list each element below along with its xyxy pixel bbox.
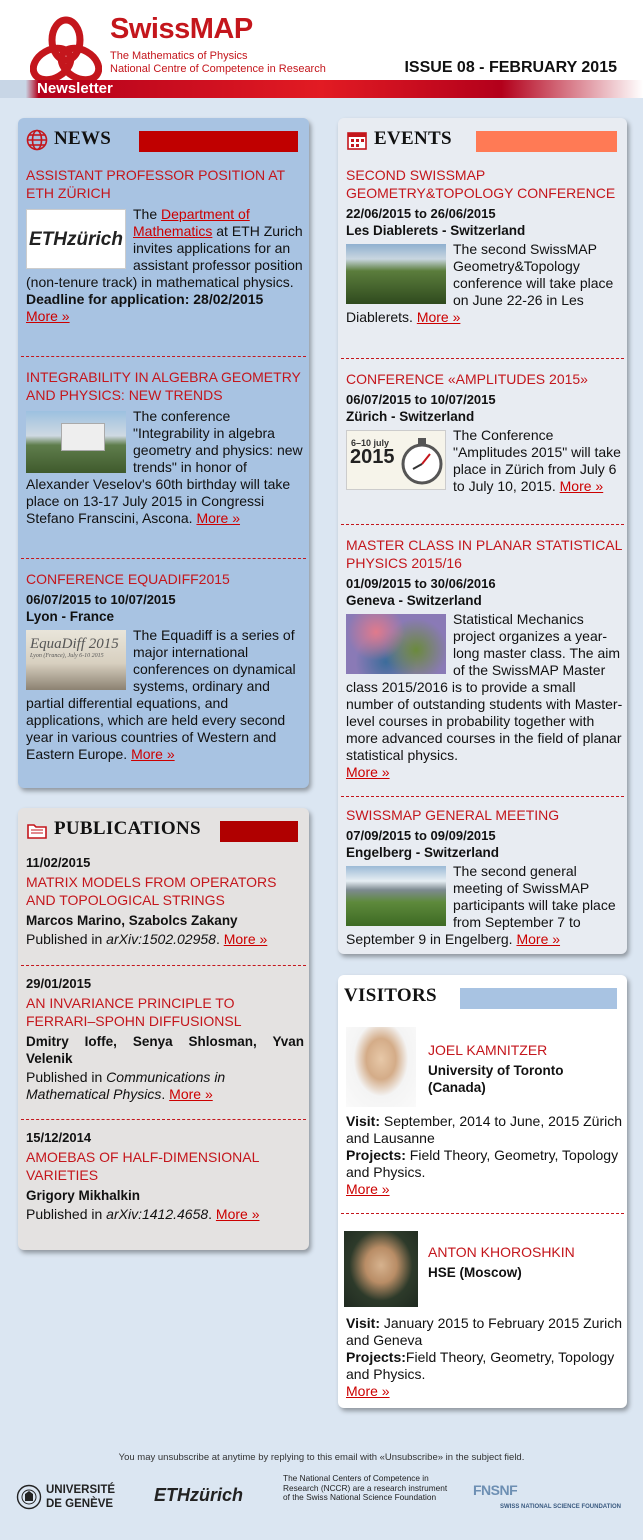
event-item xyxy=(346,806,624,948)
snf-logo: FNSNF xyxy=(473,1482,518,1498)
news-text: at ETH Zurich invites applications for an assistant professor position (non-tenure track) in mathematical physics. xyxy=(26,223,303,290)
publication-date: 11/02/2015 xyxy=(26,855,91,870)
brand-subtitle-line2: National Centre of Competence in Research xyxy=(110,63,326,75)
eth-footer-logo: ETHzürich xyxy=(154,1485,244,1505)
events-title-bar xyxy=(476,131,617,152)
newsletter-label: Newsletter xyxy=(37,80,113,97)
event-item-title[interactable]: SECOND SWISSMAP GEOMETRY&TOPOLOGY CONFERENCE xyxy=(346,167,616,201)
separator: . xyxy=(215,931,224,947)
projects-label: Projects: xyxy=(346,1147,406,1163)
visitor-header xyxy=(428,1041,618,1096)
equadiff-thumbnail xyxy=(26,630,126,690)
more-link[interactable]: More » xyxy=(416,309,461,325)
thumb-subtitle: Lyon (France), July 6-10 2015 xyxy=(30,653,104,659)
more-link[interactable]: More » xyxy=(196,510,241,526)
anton-khoroshkin-photo xyxy=(344,1231,418,1307)
event-item-date: 01/09/2015 to 30/06/2016 xyxy=(346,576,496,591)
stopwatch-icon xyxy=(399,436,445,486)
thumb-dates: 6–10 july xyxy=(351,438,390,448)
thumb-year: 2015 xyxy=(350,446,395,468)
publication-item xyxy=(26,1129,304,1223)
news-item-title[interactable]: INTEGRABILITY IN ALGEBRA GEOMETRY AND PHYSICS: NEW TRENDS xyxy=(26,369,301,403)
les-diablerets-photo xyxy=(346,244,446,304)
amplitudes-thumbnail xyxy=(346,430,446,490)
publication-item xyxy=(26,854,304,948)
news-text: The conference "Integrability in algebra geometry and physics: new trends" in honor of Alexander Veselov's 60th birthday will take place on 13-17 July 2015 in Congressi Stefano Franscini, Ascona. xyxy=(26,408,303,526)
visit-label: Visit: xyxy=(346,1113,380,1129)
publication-title[interactable]: MATRIX MODELS FROM OPERATORS AND TOPOLOGICAL STRINGS xyxy=(26,874,277,908)
divider xyxy=(21,1119,306,1120)
published-in-label: Published in xyxy=(26,1206,107,1222)
visitor-name[interactable]: ANTON KHOROSHKIN xyxy=(428,1244,575,1260)
news-title: NEWS xyxy=(54,128,112,149)
projects-text: Field Theory, Geometry, Topology and Physics. xyxy=(346,1147,619,1180)
more-link[interactable]: More » xyxy=(131,746,175,762)
more-link[interactable]: More » xyxy=(26,308,70,324)
events-title: EVENTS xyxy=(374,128,452,149)
published-in-label: Published in xyxy=(26,1069,107,1085)
more-link[interactable]: More » xyxy=(223,931,268,947)
event-item-date: 22/06/2015 to 26/06/2015 xyxy=(346,206,496,221)
visitor-header xyxy=(428,1243,618,1281)
publication-authors: Dmitry Ioffe, Senya Shlosman, Yvan Velenik xyxy=(26,1034,304,1066)
more-link[interactable]: More » xyxy=(346,1181,390,1197)
divider xyxy=(21,558,306,559)
event-item-date: 07/09/2015 to 09/09/2015 xyxy=(346,828,496,843)
publication-date: 29/01/2015 xyxy=(26,976,92,991)
event-item-place: Les Diablerets - Switzerland xyxy=(346,223,526,238)
news-item-place: Lyon - France xyxy=(26,609,115,624)
thumb-title: EquaDiff 2015 xyxy=(30,636,119,652)
divider xyxy=(341,796,624,797)
folder-icon xyxy=(26,819,48,841)
visit-text: September, 2014 to June, 2015 Zürich and Lausanne xyxy=(346,1113,623,1146)
event-item-place: Geneva - Switzerland xyxy=(346,593,482,608)
issue-label: ISSUE 08 - FEBRUARY 2015 xyxy=(404,59,617,76)
unsubscribe-note: You may unsubscribe at anytime by replying to this email with «Unsubscribe» in the subject field. xyxy=(118,1452,525,1463)
snf-caption: SWISS NATIONAL SCIENCE FOUNDATION xyxy=(500,1504,622,1510)
statistical-physics-image xyxy=(346,614,446,674)
journal-name: Communications in Mathematical Physics xyxy=(26,1069,226,1102)
more-link[interactable]: More » xyxy=(346,1383,390,1399)
department-link[interactable]: Department of Mathematics xyxy=(133,206,250,239)
news-text: The xyxy=(133,206,162,222)
news-item xyxy=(26,368,304,527)
journal-name: arXiv:1502.02958 xyxy=(106,931,216,947)
news-text: The Equadiff is a series of major international conferences on dynamical systems, ordinary and partial differential equations, and applications, which are held every second year in various countries of Western and Eastern Europe. xyxy=(26,627,296,762)
more-link[interactable]: More » xyxy=(559,478,604,494)
visitor-details xyxy=(346,1113,624,1198)
journal-name: arXiv:1412.4658 xyxy=(106,1206,209,1222)
more-link[interactable]: More » xyxy=(516,931,561,947)
event-item-title[interactable]: SWISSMAP GENERAL MEETING xyxy=(346,807,560,823)
publication-authors: Marcos Marino, Szabolcs Zakany xyxy=(26,913,238,928)
visit-text: January 2015 to February 2015 Zurich and Geneva xyxy=(346,1315,623,1348)
conference-venue-photo xyxy=(26,411,126,473)
nccr-note: The National Centers of Competence in Research (NCCR) are a research instrument of the Swiss National Science Foundation xyxy=(283,1473,448,1502)
event-text: The Conference "Amplitudes 2015" will take place in Zürich from July 6 to July 10, 2015. xyxy=(453,427,621,494)
visitors-title-bar xyxy=(460,988,617,1009)
event-text: The second SwissMAP Geometry&Topology conference will take place on June 22-26 in Les Diablerets. xyxy=(346,241,614,325)
event-item-title[interactable]: CONFERENCE «AMPLITUDES 2015» xyxy=(346,371,588,387)
projects-label: Projects: xyxy=(346,1349,406,1365)
separator: . xyxy=(208,1206,216,1222)
news-item-title[interactable]: CONFERENCE EQUADIFF2015 xyxy=(26,571,230,587)
brand-subtitle-line1: The Mathematics of Physics xyxy=(110,50,248,62)
publications-title: PUBLICATIONS xyxy=(54,818,201,839)
news-item-date: 06/07/2015 to 10/07/2015 xyxy=(26,592,176,607)
eth-logo-thumbnail: ETHzürich xyxy=(26,209,126,269)
event-text: Statistical Mechanics project organizes a year-long master class. The aim of the SwissMAP Master class 2015/2016 is to provide a small number of outstanding students with Master-level courses in probability together with more advanced courses in the field of planar statistical physics. xyxy=(346,611,623,763)
event-item-place: Engelberg - Switzerland xyxy=(346,845,500,860)
projects-text: Field Theory, Geometry, Topology and Physics. xyxy=(346,1349,615,1382)
visitors-title: VISITORS xyxy=(344,985,437,1006)
publications-panel xyxy=(18,808,309,1250)
news-item-title[interactable]: ASSISTANT PROFESSOR POSITION AT ETH ZÜRICH xyxy=(26,167,285,201)
calendar-icon xyxy=(346,129,368,151)
event-item-title[interactable]: MASTER CLASS IN PLANAR STATISTICAL PHYSICS 2015/16 xyxy=(346,537,622,571)
publications-title-bar xyxy=(220,821,298,842)
publication-title[interactable]: AMOEBAS OF HALF-DIMENSIONAL VARIETIES xyxy=(26,1149,259,1183)
divider xyxy=(341,358,624,359)
event-item xyxy=(346,166,624,326)
brand-name: SwissMAP xyxy=(110,13,253,45)
divider xyxy=(341,1213,624,1214)
visitors-panel xyxy=(338,975,627,1408)
more-link[interactable]: More » xyxy=(215,1206,260,1222)
unige-logo xyxy=(46,1483,115,1511)
deadline-text: Deadline for application: 28/02/2015 xyxy=(26,291,264,307)
visitor-details xyxy=(346,1315,624,1400)
news-title-bar xyxy=(139,131,298,152)
brand-subtitle xyxy=(110,50,326,76)
published-in-label: Published in xyxy=(26,931,107,947)
publication-authors: Grigory Mikhalkin xyxy=(26,1188,141,1203)
joel-kamnitzer-photo xyxy=(346,1027,416,1107)
globe-icon xyxy=(26,129,48,151)
engelberg-photo xyxy=(346,866,446,926)
divider xyxy=(341,524,624,525)
event-item-place: Zürich - Switzerland xyxy=(346,409,475,424)
divider xyxy=(21,356,306,357)
unige-line2: DE GENÈVE xyxy=(46,1498,114,1510)
more-link[interactable]: More » xyxy=(346,764,390,780)
visitor-affiliation: University of Toronto (Canada) xyxy=(428,1063,564,1095)
publication-item xyxy=(26,975,304,1103)
swissmap-logo-icon xyxy=(30,14,102,88)
event-text: The second general meeting of SwissMAP participants will take place from September 7 to September 9 in Engelberg. xyxy=(346,863,616,947)
visitor-affiliation: HSE (Moscow) xyxy=(428,1265,522,1280)
news-item xyxy=(26,166,304,325)
news-panel xyxy=(18,118,309,788)
event-item-date: 06/07/2015 to 10/07/2015 xyxy=(346,392,496,407)
unige-line1: UNIVERSITÉ xyxy=(46,1484,116,1496)
visit-label: Visit: xyxy=(346,1315,380,1331)
divider xyxy=(21,965,306,966)
events-panel xyxy=(338,118,627,954)
publication-date: 15/12/2014 xyxy=(26,1130,92,1145)
unige-seal-icon xyxy=(16,1484,42,1510)
event-item xyxy=(346,370,624,495)
news-item xyxy=(26,570,304,763)
separator: . xyxy=(161,1086,170,1102)
more-link[interactable]: More » xyxy=(169,1086,213,1102)
event-item xyxy=(346,536,624,781)
visitor-name[interactable]: JOEL KAMNITZER xyxy=(428,1042,548,1058)
publication-title[interactable]: AN INVARIANCE PRINCIPLE TO FERRARI–SPOHN DIFFUSIONSL xyxy=(26,995,242,1029)
